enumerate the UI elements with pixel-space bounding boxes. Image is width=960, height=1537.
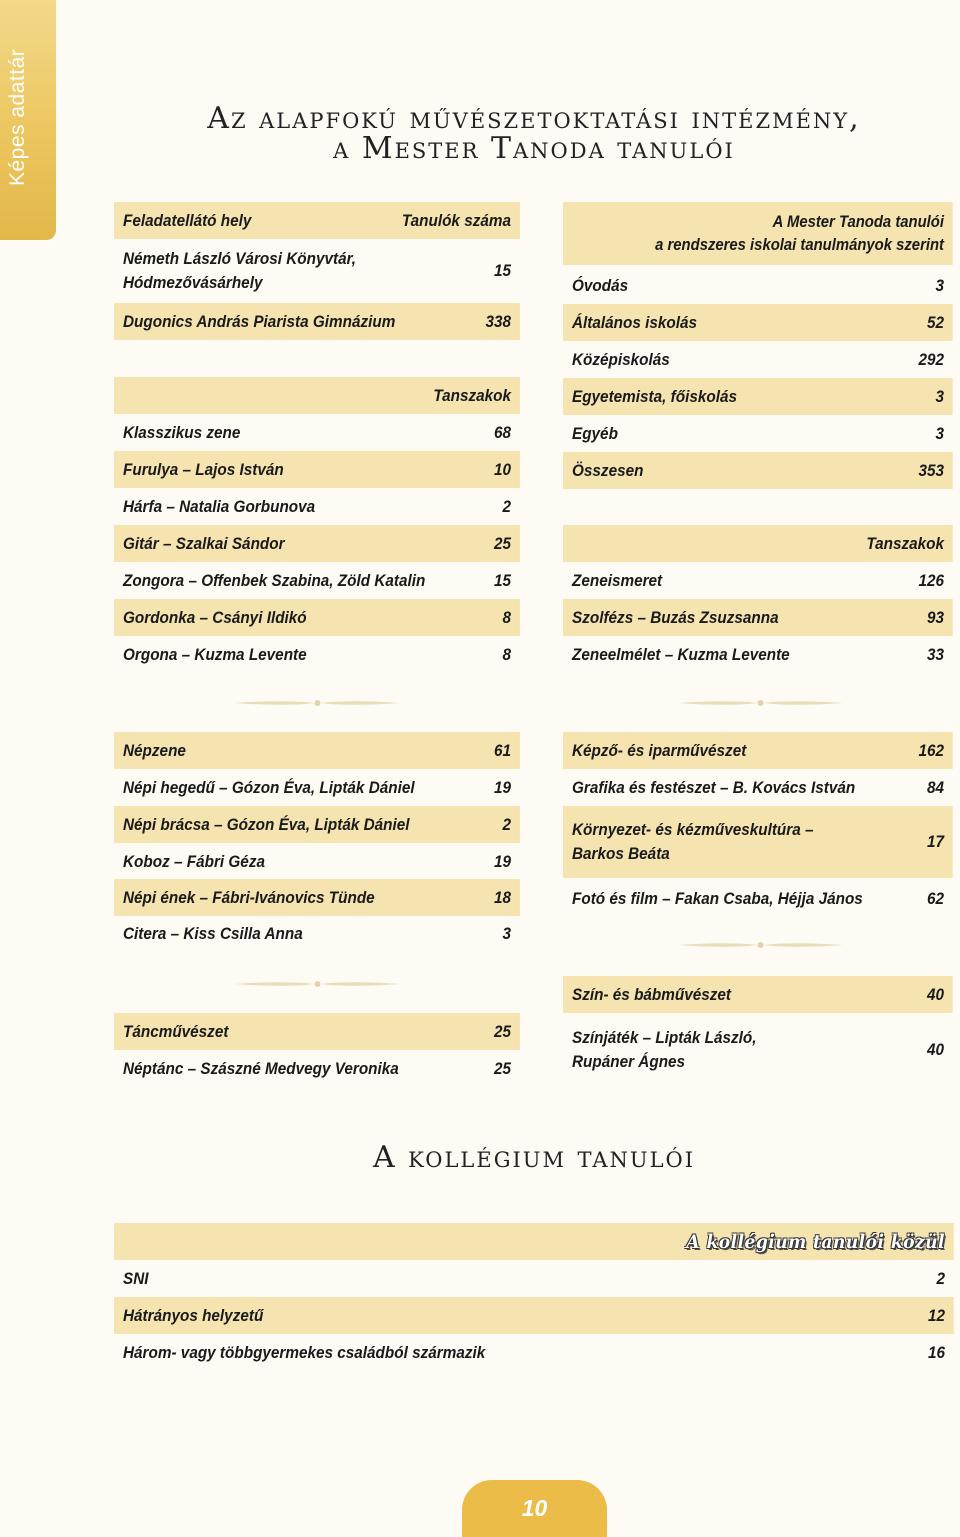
header-venue: Feladatellátó hely [123, 210, 252, 230]
table-theory [563, 525, 953, 673]
row-value: 52 [926, 312, 944, 332]
row-label: Koboz – Fábri Géza [123, 851, 265, 871]
row-label: Klasszikus zene [123, 422, 241, 442]
row-value: 3 [502, 923, 511, 943]
row-label: Furulya – Lajos István [123, 459, 284, 479]
row-label: Grafika és festészet – B. Kovács István [572, 777, 856, 797]
table-row [114, 451, 520, 488]
row-value: 62 [926, 888, 944, 908]
row-value: 16 [927, 1342, 945, 1362]
row-label: Szín- és bábművészet [572, 984, 732, 1004]
table-row [563, 304, 953, 341]
divider-ornament [235, 980, 400, 988]
table-row [114, 1334, 954, 1371]
row-label: Egyéb [572, 423, 618, 443]
row-label: Zeneelmélet – Kuzma Levente [572, 644, 790, 664]
row-label: Táncművészet [123, 1021, 229, 1041]
row-label: Zongora – Offenbek Szabina, Zöld Katalin [123, 570, 426, 590]
row-value: 3 [935, 386, 944, 406]
header-departments: Tanszakok [433, 385, 511, 405]
side-tab-label: Képes adattár [6, 48, 29, 186]
table-row [114, 769, 520, 806]
divider-ornament [678, 699, 843, 707]
table-row [114, 303, 520, 340]
row-label: Fotó és film – Fakan Csaba, Héjja János [572, 888, 863, 908]
row-label: Németh László Városi Könyvtár, Hódmezővásárhely [123, 249, 356, 292]
table-row [563, 769, 953, 806]
row-value: 17 [926, 832, 944, 851]
table-header [563, 202, 953, 265]
divider-ornament [678, 941, 843, 949]
row-label: Citera – Kiss Csilla Anna [123, 923, 303, 943]
table-row [114, 806, 520, 843]
row-value: 15 [493, 570, 511, 590]
table-venues [114, 202, 520, 338]
table-row [563, 732, 953, 769]
row-value: 25 [493, 1058, 511, 1078]
row-label: Általános iskolás [572, 312, 698, 332]
row-label: Hárfa – Natalia Gorbunova [123, 496, 316, 516]
row-label: Képző- és iparművészet [572, 740, 747, 760]
row-value: 15 [493, 261, 511, 280]
table-row [114, 1013, 520, 1050]
row-value: 2 [936, 1268, 945, 1288]
header-count: Tanulók száma [401, 210, 511, 230]
row-label: Népzene [123, 740, 186, 760]
table-row [563, 976, 953, 1013]
row-value: 2 [502, 496, 511, 516]
table-dance [114, 1013, 520, 1087]
table-row [114, 1260, 954, 1297]
row-value: 25 [493, 533, 511, 553]
row-label: Összesen [572, 460, 644, 480]
row-label: Színjáték – Lipták László, Rupáner Ágnes [572, 1028, 757, 1071]
table-row [563, 415, 953, 452]
row-value: 162 [918, 740, 944, 760]
row-value: 68 [493, 422, 511, 442]
row-label: Három- vagy többgyermekes családból származik [123, 1342, 486, 1362]
table-folk-music [114, 732, 520, 952]
row-label: Gitár – Szalkai Sándor [123, 533, 285, 553]
table-row [563, 267, 953, 304]
row-label: Óvodás [572, 275, 629, 295]
row-value: 292 [918, 349, 944, 369]
table-row [563, 599, 953, 636]
row-value: 8 [502, 607, 511, 627]
table-row [114, 562, 520, 599]
row-value: 25 [493, 1021, 511, 1041]
header-text [655, 211, 944, 257]
row-label: SNI [123, 1268, 149, 1288]
row-value: 18 [493, 887, 511, 907]
page-number: 10 [462, 1480, 607, 1537]
table-row [114, 599, 520, 636]
row-value: 3 [935, 275, 944, 295]
row-value: 19 [493, 777, 511, 797]
table-row [114, 1297, 954, 1334]
row-label: Szolfézs – Buzás Zsuzsanna [572, 607, 779, 627]
row-label: Középiskolás [572, 349, 670, 369]
table-header [563, 525, 953, 562]
row-value: 338 [485, 311, 511, 331]
table-row [114, 732, 520, 769]
table-row [563, 378, 953, 415]
table-header [114, 1223, 954, 1260]
table-dormitory [114, 1223, 954, 1373]
row-value: 61 [493, 740, 511, 760]
table-row [563, 806, 953, 878]
table-row [114, 915, 520, 952]
row-value: 40 [926, 1040, 944, 1059]
row-label: Néptánc – Szászné Medvegy Veronika [123, 1058, 399, 1078]
row-value: 33 [926, 644, 944, 664]
row-value: 10 [493, 459, 511, 479]
table-row [114, 1050, 520, 1087]
row-value: 353 [918, 460, 944, 480]
table-row [114, 525, 520, 562]
row-value: 84 [926, 777, 944, 797]
table-row [563, 562, 953, 599]
table-row [114, 488, 520, 525]
row-label: Zeneismeret [572, 570, 663, 590]
header-dormitory: A kollégium tanulói közül [686, 1230, 945, 1253]
table-row [114, 636, 520, 673]
header-departments: Tanszakok [866, 533, 944, 553]
header-line2: a rendszeres iskolai tanulmányok szerint [655, 235, 944, 254]
row-label: Népi brácsa – Gózon Éva, Lipták Dániel [123, 814, 410, 834]
row-label: Népi ének – Fábri-Ivánovics Tünde [123, 887, 375, 907]
row-value: 8 [502, 644, 511, 664]
table-theatre [563, 976, 953, 1087]
row-value: 3 [935, 423, 944, 443]
page-title-line2: a Mester Tanoda tanulói [333, 131, 735, 166]
section-title-dormitory: A kollégium tanulói [372, 1140, 696, 1175]
table-row [563, 452, 953, 489]
row-value: 12 [927, 1305, 945, 1325]
row-value: 19 [493, 851, 511, 871]
table-row [563, 636, 953, 673]
row-value: 126 [918, 570, 944, 590]
table-header [114, 377, 520, 414]
row-label: Környezet- és kézművеskultúra – Barkos Beáta [572, 820, 814, 863]
row-label: Gordonka – Csányi Ildikó [123, 607, 307, 627]
table-header [114, 202, 520, 239]
table-classical [114, 377, 520, 673]
table-row [563, 1014, 953, 1086]
row-label: Egyetemista, főiskolás [572, 386, 737, 406]
table-row [563, 341, 953, 378]
page-title-line1: Az alapfokú művészetoktatási intézmény, [207, 101, 861, 136]
header-line1: A Mester Tanoda tanulói [772, 212, 944, 231]
divider-ornament [235, 699, 400, 707]
row-label: Népi hegedű – Gózon Éva, Lipták Dániel [123, 777, 415, 797]
row-value: 40 [926, 984, 944, 1004]
table-students-by-school [563, 202, 953, 488]
row-value: 93 [926, 607, 944, 627]
row-label: Dugonics András Piarista Gimnázium [123, 311, 396, 331]
row-value: 2 [502, 814, 511, 834]
table-row [114, 240, 520, 302]
table-fine-arts [563, 732, 953, 916]
table-row [114, 843, 520, 880]
row-label: Hátrányos helyzetű [123, 1305, 264, 1325]
table-row [114, 414, 520, 451]
table-row [114, 879, 520, 916]
row-label: Orgona – Kuzma Levente [123, 644, 307, 664]
table-row [563, 880, 953, 917]
